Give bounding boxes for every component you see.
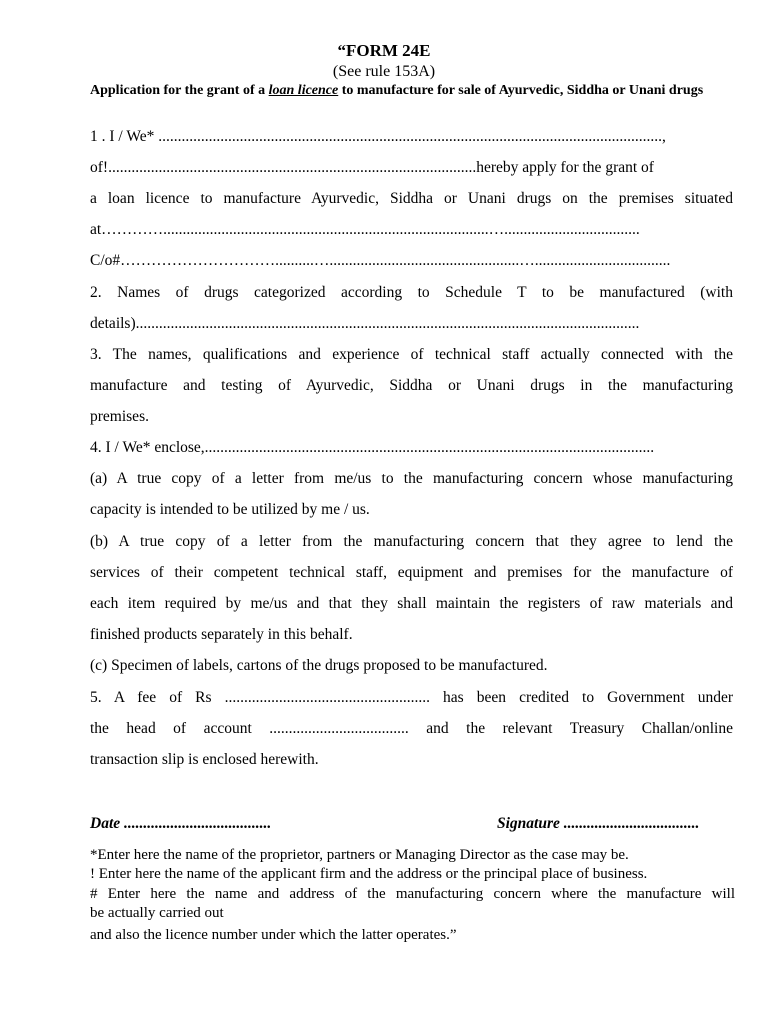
form-title: “FORM 24E bbox=[337, 41, 431, 60]
body-line-19: 5. A fee of Rs ..................................................... has been credited to Government under bbox=[90, 689, 733, 706]
body-line-11: 4. I / We* enclose,.................................................................................................................... bbox=[90, 439, 655, 456]
body-line-20: the head of account .................................... and the relevant Treasury Challan/online bbox=[90, 720, 733, 737]
body-line-15: services of their competent technical staff, equipment and premises for the manufacture of bbox=[90, 564, 733, 581]
body-line-4: at…………....................................................................................…................................... bbox=[90, 221, 640, 238]
body-line-7: details).................................................................................................................................. bbox=[90, 315, 640, 332]
body-line-21: transaction slip is enclosed herewith. bbox=[90, 751, 319, 768]
body-line-6: 2. Names of drugs categorized according to Schedule T to be manufactured (with bbox=[90, 284, 733, 301]
body-line-5: C/o#…………………………..........….................................................…................................... bbox=[90, 252, 671, 269]
body-line-3: a loan licence to manufacture Ayurvedic, Siddha or Unani drugs on the premises situated bbox=[90, 190, 733, 207]
body-line-13: capacity is intended to be utilized by me / us. bbox=[90, 501, 370, 518]
form-heading bbox=[90, 82, 735, 99]
signature-field: Signature ................................... bbox=[497, 815, 700, 832]
footnote-closing: and also the licence number under which the latter operates.” bbox=[90, 927, 457, 943]
body-line-14: (b) A true copy of a letter from the manufacturing concern that they agree to lend the bbox=[90, 533, 733, 550]
body-line-16: each item required by me/us and that they shall maintain the registers of raw materials and bbox=[90, 595, 733, 612]
footnote-hash: # Enter here the name and address of the manufacturing concern where the manufacture will bbox=[90, 886, 735, 902]
body-line-12: (a) A true copy of a letter from me/us to the manufacturing concern whose manufacturing bbox=[90, 470, 733, 487]
heading-text-start: Application for the grant of a bbox=[90, 83, 269, 98]
body-line-2: of!...............................................................................................hereby apply for the grant of bbox=[90, 159, 654, 176]
footnote-hash-continued: be actually carried out bbox=[90, 905, 224, 921]
heading-loan-licence: loan licence bbox=[268, 83, 339, 98]
date-field: Date ...................................... bbox=[90, 815, 272, 832]
body-line-10: premises. bbox=[90, 408, 149, 425]
heading-text-end: to manufacture for sale of Ayurvedic, Siddha or Unani drugs bbox=[338, 83, 704, 98]
footnote-exclamation: ! Enter here the name of the applicant firm and the address or the principal place of business. bbox=[90, 866, 648, 882]
form-rule-reference: (See rule 153A) bbox=[332, 63, 436, 80]
body-line-18: (c) Specimen of labels, cartons of the drugs proposed to be manufactured. bbox=[90, 657, 548, 674]
body-line-8: 3. The names, qualifications and experience of technical staff actually connected with the bbox=[90, 346, 733, 363]
body-line-9: manufacture and testing of Ayurvedic, Siddha or Unani drugs in the manufacturing bbox=[90, 377, 733, 394]
body-line-17: finished products separately in this behalf. bbox=[90, 626, 353, 643]
footnote-asterisk: *Enter here the name of the proprietor, partners or Managing Director as the case may be. bbox=[90, 847, 629, 863]
body-line-1: 1 . I / We* .................................................................................................................................., bbox=[90, 128, 666, 145]
